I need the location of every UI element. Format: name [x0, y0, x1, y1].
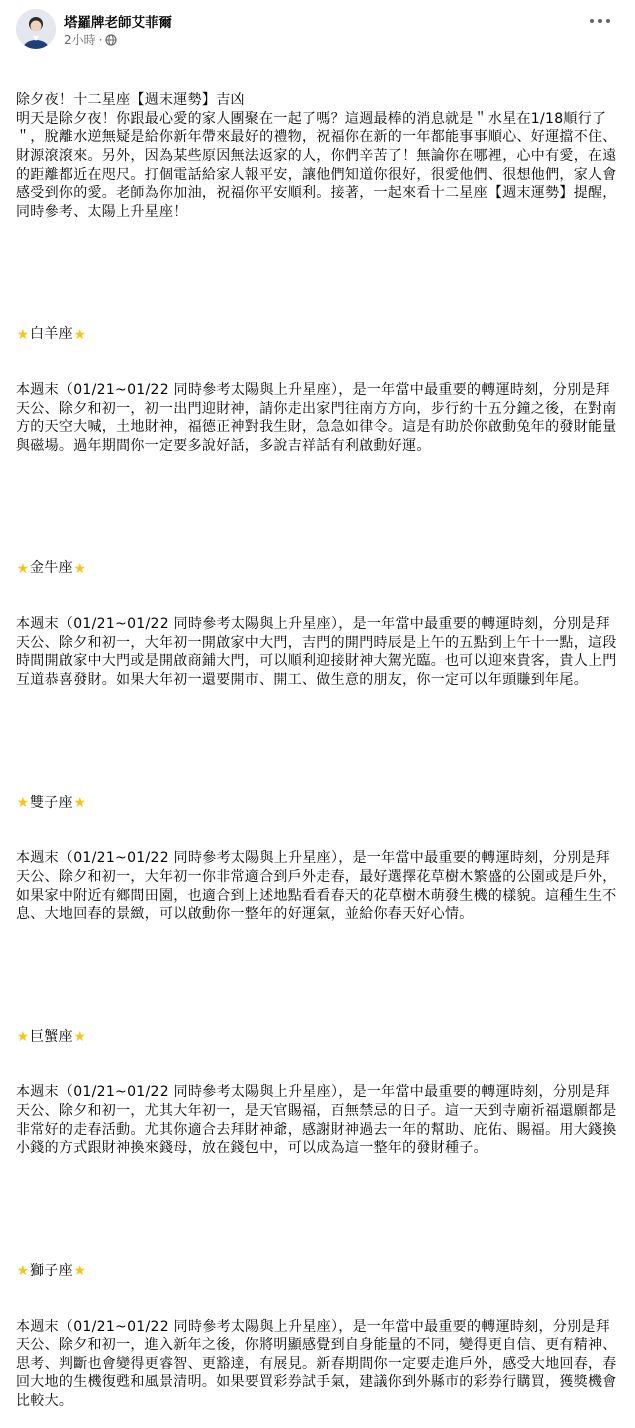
sign-text: 本週末（01/21~01/22 同時參考太陽與上升星座），是一年當中最重要的轉運時刻，分別是拜天公、除夕和初一，大年初一你非常適合到戶外走春，最好選擇花草樹木繁盛的公園或是戶外，如果家中附近有鄉間田園，也適合到上述地點看看春天的花草樹木萌發生機的樣貌。這種生生不息、大地回春的景緻，可以啟動你一整年的好運氣，並給你春天好心情。: [16, 850, 617, 923]
post-body: [16, 54, 620, 1428]
sign-name: 獅子座: [30, 1262, 73, 1279]
sign-heading: [16, 794, 620, 813]
star-icon: ★: [73, 560, 87, 577]
sign-heading: [16, 325, 620, 344]
star-icon: ★: [73, 1028, 87, 1045]
star-icon: ★: [16, 1263, 30, 1280]
sign-text: 本週末（01/21~01/22 同時參考太陽與上升星座），是一年當中最重要的轉運時刻，分別是拜天公、除夕和初一，進入新年之後，你將明顯感覺到自身能量的不同，變得更自信、更有精神、思考、判斷也會變得更睿智、更豁達，有展見。新春期間你一定要走進戶外，感受大地回春，春回大地的生機復甦和風景清明。如果要買彩券試手氣，建議你到外縣市的彩券行購買，獲獎機會比較大。: [16, 1318, 617, 1409]
sign-heading: [16, 1028, 620, 1047]
globe-icon: [105, 34, 117, 46]
star-icon: ★: [73, 1263, 87, 1280]
post-time[interactable]: 2小時: [64, 33, 96, 47]
star-icon: ★: [73, 326, 87, 343]
more-dot-icon: [598, 19, 602, 23]
sign-name: 巨蟹座: [30, 1028, 73, 1045]
more-options-button[interactable]: [582, 10, 618, 32]
meta-separator: ·: [98, 32, 103, 47]
sign-text: 本週末（01/21~01/22 同時參考太陽與上升星座），是一年當中最重要的轉運時刻，分別是拜天公、除夕和初一，尤其大年初一，是天官賜福，百無禁忌的日子。這一天到寺廟祈福還願都是非常好的走春活動。尤其你適合去拜財神爺，感謝財神過去一年的幫助、庇佑、賜福。用大錢換小錢的方式跟財神換來錢母，放在錢包中，可以成為這一整年的發財種子。: [16, 1084, 617, 1157]
star-icon: ★: [16, 326, 30, 343]
post-intro: 除夕夜！十二星座【週末運勢】吉凶 明天是除夕夜！你跟最心愛的家人團聚在一起了嗎？這週最棒的消息就是＂水星在1/18順行了＂，脫離水逆無疑是給你新年帶來最好的禮物，祝福你在新的一年都能事事順心、好運擋不住、財源滾滾來。另外，因為某些原因無法返家的人，你們辛苦了！無論你在哪裡，心中有愛，在遠的距離都近在咫尺。打個電話給家人報平安，讓他們知道你很好，很愛他們、很想他們，家人會感受到你的愛。老師為你加油，祝福你平安順利。接著，一起來看十二星座【週末運勢】提醒，同時參考、太陽上升星座！: [16, 92, 617, 220]
star-icon: ★: [16, 560, 30, 577]
more-dot-icon: [606, 19, 610, 23]
star-icon: ★: [73, 794, 87, 811]
star-icon: ★: [16, 1028, 30, 1045]
author-name[interactable]: 塔羅牌老師艾菲爾: [64, 15, 172, 31]
sign-heading: [16, 559, 620, 578]
sign-name: 白羊座: [30, 326, 73, 343]
author-avatar[interactable]: [16, 9, 56, 49]
sign-text: 本週末（01/21~01/22 同時參考太陽與上升星座），是一年當中最重要的轉運時刻，分別是拜天公、除夕和初一，初一出門迎財神，請你走出家門往南方方向，步行約十五分鐘之後，在對南方的天空大喊，土地財神，福德正神對我生財，急急如律令。這是有助於你啟動兔年的發財能量與磁場。過年期間你一定要多說好話，多說吉祥話有利啟動好運。: [16, 382, 617, 454]
more-dot-icon: [590, 19, 594, 23]
star-icon: ★: [16, 794, 30, 811]
sign-heading: [16, 1262, 620, 1281]
sign-name: 雙子座: [30, 794, 73, 811]
sign-text: 本週末（01/21~01/22 同時參考太陽與上升星座），是一年當中最重要的轉運時刻，分別是拜天公、除夕和初一，大年初一開啟家中大門，吉門的開門時辰是上午的五點到上午十一點，這段時間開啟家中大門或是開啟商鋪大門，可以順利迎接財神大駕光臨。也可以迎來貴客，貴人上門互道恭喜發財。如果大年初一還要開市、開工、做生意的朋友，你一定可以年頭賺到年尾。: [16, 616, 617, 688]
avatar-portrait-icon: [16, 9, 56, 49]
post-meta: [64, 31, 117, 48]
sign-name: 金牛座: [30, 560, 73, 577]
post-header: [0, 0, 635, 52]
